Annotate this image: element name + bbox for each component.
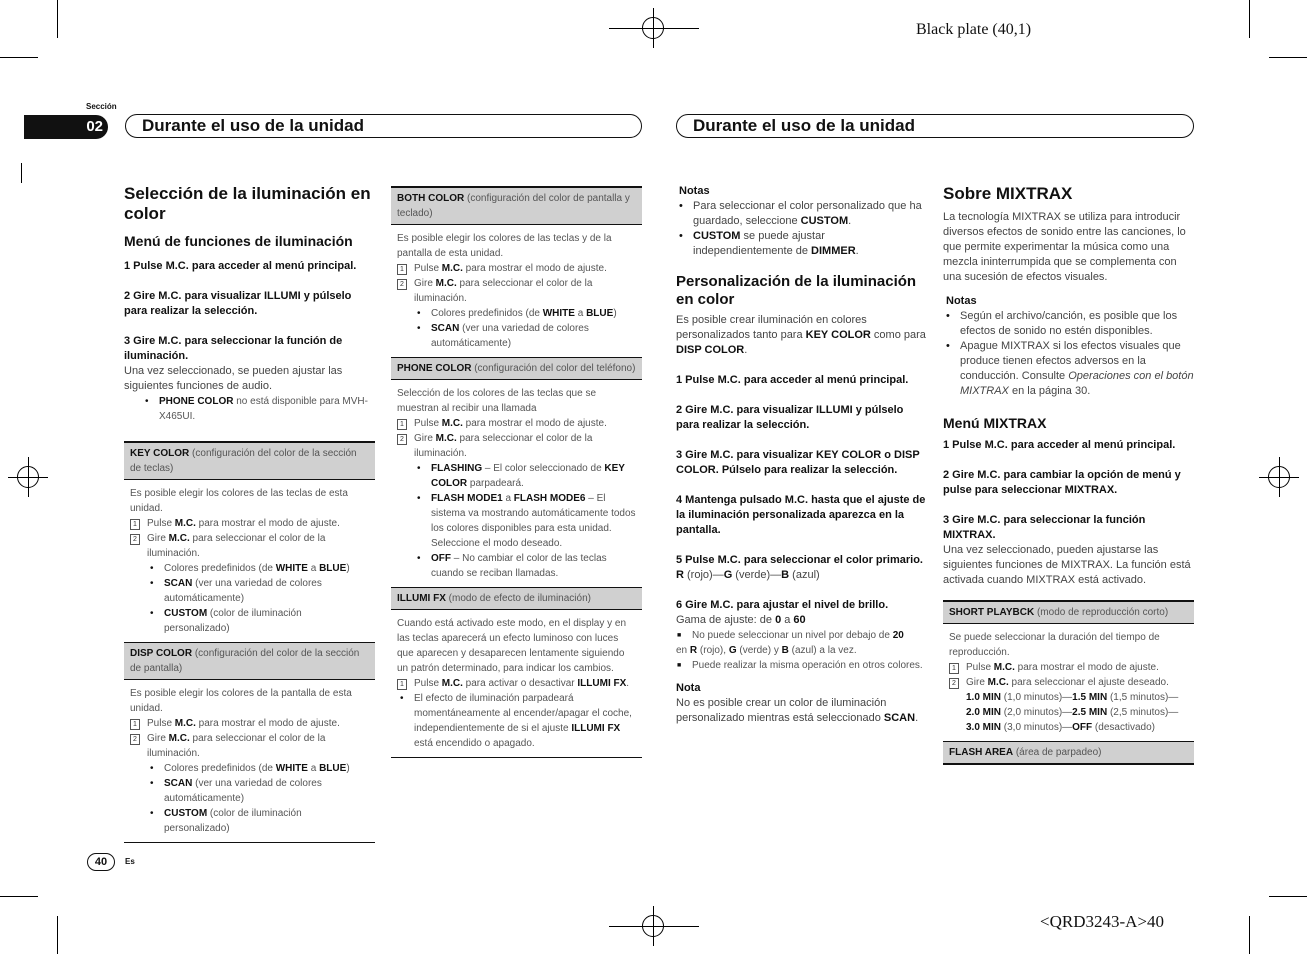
step-1: 1 Pulse M.C. para acceder al menú principal. (124, 260, 357, 272)
black-plate-label: Black plate (40,1) (916, 21, 1032, 38)
list-item: • Apague MIXTRAX si los efectos visuales que produce tienen efectos adversos en la conducción. Consulte Operaciones con el botón MIXTRAX en la página 30. (943, 339, 1194, 399)
step-3: 3 Gire M.C. para seleccionar la función de iluminación. (124, 335, 343, 362)
list-item: • Según el archivo/canción, es posible que los efectos de sonido no estén disponibles. (943, 309, 1194, 339)
step-3: 3 Gire M.C. para seleccionar la función MIXTRAX. (943, 514, 1146, 541)
list-item: • El efecto de iluminación parpadeará momentáneamente al encender/apagar el coche, independientemente de si el ajuste ILLUMI FX está encendido o apagado. (397, 691, 636, 751)
notes-list (943, 309, 1194, 399)
heading-mixtrax-menu: Menú MIXTRAX (943, 415, 1047, 431)
step-2: 2 Gire M.C. para visualizar ILLUMI y púlselo para realizar la selección. (124, 290, 352, 317)
crop-mark (1269, 57, 1307, 58)
section-number-badge: 02 (24, 115, 108, 139)
list-item: • CUSTOM se puede ajustar independientemente de DIMMER. (676, 229, 926, 259)
range-note-cont: en R (rojo), G (verde) y B (azul) a la vez. (676, 645, 857, 656)
step-5-desc: R (rojo)—G (verde)—B (azul) (676, 569, 820, 581)
section-title-left: Durante el uso de la unidad (125, 114, 642, 138)
step-4: 4 Mantenga pulsado M.C. hasta que el ajuste de la iluminación personalizada aparezca en la pantalla. (676, 494, 926, 536)
language-code: Es (125, 857, 135, 866)
mixtrax-intro: La tecnología MIXTRAX se utiliza para introducir diversos efectos de sonido entre las canciones, lo que permite experimentar la música como una mezcla ininterrumpida que se complementa con una sucesión de efectos visuales. (943, 211, 1186, 283)
crop-mark (1249, 916, 1250, 954)
list-item: • FLASH MODE1 a FLASH MODE6 – El sistema va mostrando automáticamente todos los colores disponibles para esta unidad. Seleccione el modo deseado. (414, 491, 636, 551)
both-color-header: BOTH COLOR (configuración del color de pantalla y teclado) (391, 186, 642, 225)
crop-mark (57, 0, 58, 38)
nota-text: No es posible crear un color de iluminación personalizado mientras está seleccionado SCAN. (676, 697, 919, 724)
page-number-badge: 40 (87, 853, 115, 871)
list-item: • Colores predefinidos (de WHITE a BLUE) (414, 306, 636, 321)
step-2: 2 Gire M.C. para cambiar la opción de menú y pulse para seleccionar MIXTRAX. (943, 469, 1181, 496)
flash-area-header: FLASH AREA (área de parpadeo) (943, 741, 1194, 765)
heading-mixtrax: Sobre MIXTRAX (943, 184, 1073, 203)
custom-intro: Es posible crear iluminación en colores personalizados tanto para KEY COLOR como para DISP COLOR. (676, 314, 926, 356)
list-item: ■ No puede seleccionar un nivel por debajo de 20 (676, 628, 926, 643)
key-color-header: KEY COLOR (configuración del color de la sección de teclas) (124, 441, 375, 480)
list-item: • SCAN (ver una variedad de colores automáticamente) (147, 576, 369, 606)
heading-illumination-menu: Menú de funciones de iluminación (124, 233, 353, 249)
disp-color-body: Es posible elegir los colores de la pantalla de esta unidad. 1 Pulse M.C. para mostrar el modo de ajuste. 2 Gire M.C. para seleccionar el color de la iluminación. • Colores predefinidos (de WHITE a BLUE) • SCAN (ver una variedad de colores automáticamente) • CUSTOM (color de iluminación personalizado) (124, 680, 375, 843)
crop-mark (1249, 0, 1250, 38)
list-item: • SCAN (ver una variedad de colores automáticamente) (147, 776, 369, 806)
step-1: 1 Pulse M.C. para acceder al menú principal. (676, 374, 909, 386)
crop-mark (57, 916, 58, 954)
playback-options: 1.0 MIN (1,0 minutos)—1.5 MIN (1,5 minutos)—2.0 MIN (2,0 minutos)—2.5 MIN (2,5 minutos)—3.0 MIN (3,0 minutos)—OFF (desactivado) (966, 692, 1179, 733)
list-item: ■ Puede realizar la misma operación en otros colores. (676, 658, 926, 673)
phone-color-body: Selección de los colores de las teclas que se muestran al recibir una llamada 1 Pulse M.C. para mostrar el modo de ajuste. 2 Gire M.C. para seleccionar el color de la iluminación. • FLASHING – El color seleccionado de KEY COLOR parpadeará. • FLASH MODE1 a FLASH MODE6 – El sistema va mostrando automáticamente todos los colores disponibles para esta unidad. Seleccione el modo deseado. • OFF – No cambiar el color de las teclas cuando se reciban llamadas. (391, 380, 642, 587)
registration-mark (642, 17, 664, 39)
list-item: • Colores predefinidos (de WHITE a BLUE) (147, 561, 369, 576)
step-3: 3 Gire M.C. para visualizar KEY COLOR o DISP COLOR. Púlselo para realizar la selección. (676, 449, 920, 476)
list-item: • Para seleccionar el color personalizado que ha guardado, seleccione CUSTOM. (676, 199, 926, 229)
heading-illumination-color: Selección de la iluminación en color (124, 184, 371, 223)
step-6-range: Gama de ajuste: de 0 a 60 (676, 614, 806, 626)
illumi-fx-header: ILLUMI FX (modo de efecto de iluminación) (391, 587, 642, 610)
column-3 (676, 184, 926, 726)
column-4 (943, 184, 1194, 765)
crop-mark (0, 896, 38, 897)
step-5: 5 Pulse M.C. para seleccionar el color primario. (676, 554, 923, 566)
notes-title: Notas (946, 295, 977, 307)
range-notes (676, 628, 926, 643)
registration-mark (17, 466, 39, 488)
note-item: • PHONE COLOR no está disponible para MVH-X465UI. (142, 394, 375, 424)
column-2 (391, 186, 642, 758)
list-item: • OFF – No cambiar el color de las teclas cuando se reciban llamadas. (414, 551, 636, 581)
registration-mark (1268, 466, 1290, 488)
step-3-desc: Una vez seleccionado, pueden ajustarse las siguientes funciones de MIXTRAX. La función está activada cuando MIXTRAX está activado. (943, 544, 1191, 586)
crop-mark (0, 57, 38, 58)
short-playbck-body: Se puede seleccionar la duración del tiempo de reproducción. 1 Pulse M.C. para mostrar el modo de ajuste. 2 Gire M.C. para seleccionar el ajuste deseado. 1.0 MIN (1,0 minutos)—1.5 MIN (1,5 minutos)—2.0 MIN (2,0 minutos)—2.5 MIN (2,5 minutos)—3.0 MIN (3,0 minutos)—OFF (desactivado) (943, 624, 1194, 741)
list-item: • CUSTOM (color de iluminación personalizado) (147, 806, 369, 836)
column-1 (124, 184, 375, 843)
both-color-body: Es posible elegir los colores de las teclas y de la pantalla de esta unidad. 1 Pulse M.C. para mostrar el modo de ajuste. 2 Gire M.C. para seleccionar el color de la iluminación. • Colores predefinidos (de WHITE a BLUE) • SCAN (ver una variedad de colores automáticamente) (391, 225, 642, 357)
key-color-body: Es posible elegir los colores de las teclas de esta unidad. 1 Pulse M.C. para mostrar el modo de ajuste. 2 Gire M.C. para seleccionar el color de la iluminación. • Colores predefinidos (de WHITE a BLUE) • SCAN (ver una variedad de colores automáticamente) • CUSTOM (color de iluminación personalizado) (124, 480, 375, 642)
disp-color-header: DISP COLOR (configuración del color de la sección de pantalla) (124, 642, 375, 680)
registration-mark (642, 915, 664, 937)
list-item: • CUSTOM (color de iluminación personalizado) (147, 606, 369, 636)
short-playbck-header: SHORT PLAYBCK (modo de reproducción corto) (943, 600, 1194, 624)
step-2: 2 Gire M.C. para visualizar ILLUMI y púlselo para realizar la selección. (676, 404, 904, 431)
step-6: 6 Gire M.C. para ajustar el nivel de brillo. (676, 599, 889, 611)
crop-mark (1269, 896, 1307, 897)
illumi-fx-body: Cuando está activado este modo, en el display y en las teclas aparecerá un efecto luminoso con luces que aparecen y desaparecen lentamente siguiendo un patrón determinado, para indicar los cambios. 1 Pulse M.C. para activar o desactivar ILLUMI FX. • El efecto de iluminación parpadeará momentáneamente al encender/apagar el coche, independientemente de si el ajuste ILLUMI FX está encendido o apagado. (391, 610, 642, 758)
step-1: 1 Pulse M.C. para acceder al menú principal. (943, 439, 1176, 451)
section-label: Sección (86, 102, 117, 111)
notes-list (676, 199, 926, 259)
list-item: • Colores predefinidos (de WHITE a BLUE) (147, 761, 369, 776)
range-notes-2 (676, 658, 926, 673)
note-list (142, 394, 375, 424)
step-3-desc: Una vez seleccionado, se pueden ajustar las siguientes funciones de audio. (124, 365, 343, 392)
heading-custom-illumination: Personalización de la iluminación en color (676, 273, 917, 308)
nota-title: Nota (676, 682, 701, 694)
document-code: <QRD3243-A>40 (1040, 912, 1165, 931)
notes-title: Notas (679, 185, 710, 197)
list-item: • SCAN (ver una variedad de colores automáticamente) (414, 321, 636, 351)
list-item: • FLASHING – El color seleccionado de KEY COLOR parpadeará. (414, 461, 636, 491)
phone-color-header: PHONE COLOR (configuración del color del teléfono) (391, 357, 642, 380)
crop-mark (21, 163, 22, 183)
section-title-right: Durante el uso de la unidad (676, 114, 1194, 138)
